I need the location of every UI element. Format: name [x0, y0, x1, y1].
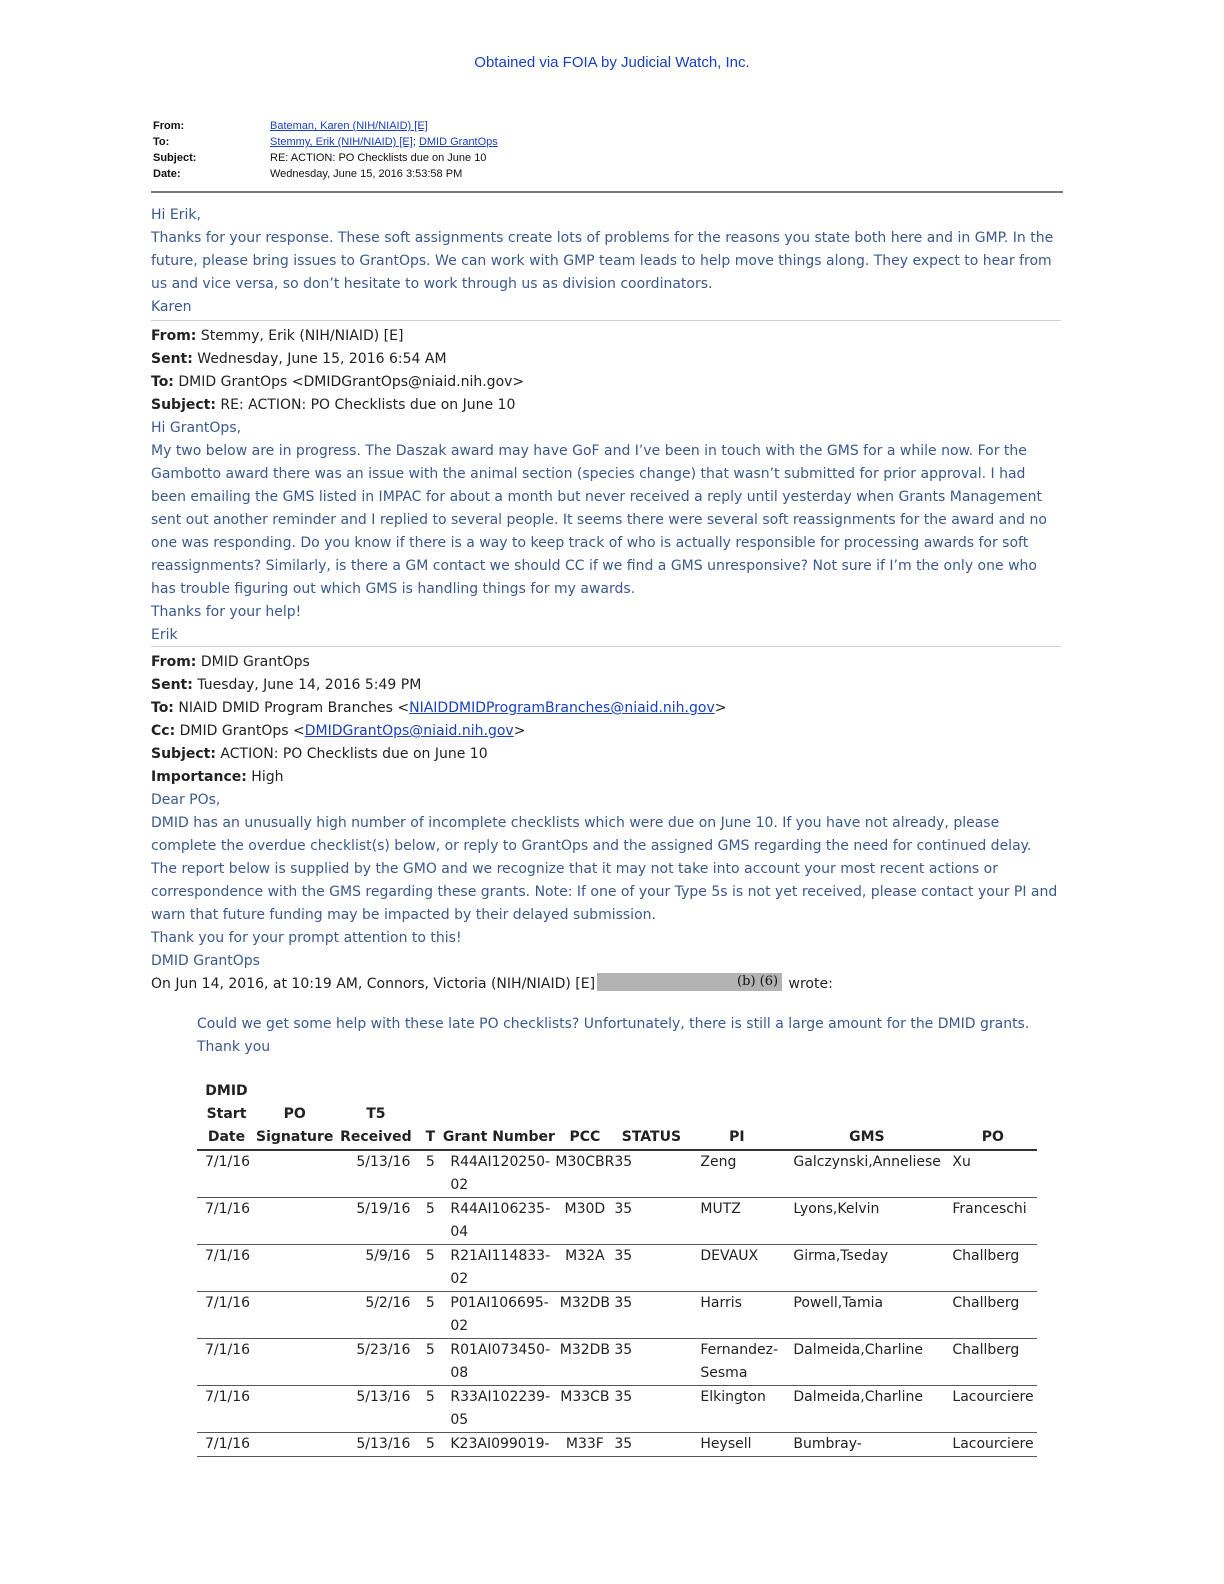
message-divider: [151, 646, 1061, 647]
col-header-pi: PI: [729, 1129, 745, 1145]
cell-pcc: M33F: [565, 1436, 604, 1452]
table-row: [197, 1339, 1037, 1386]
cell-posig: [256, 1292, 333, 1339]
cell-t5: 5/9/16: [365, 1248, 411, 1264]
cell-pi: DEVAUX: [700, 1248, 759, 1264]
cell-pi: Harris: [700, 1295, 742, 1311]
quoted-message: [197, 1013, 1047, 1059]
cell-pcc: M32A: [565, 1248, 605, 1264]
grantops-to: [151, 697, 1063, 720]
sent-value: Wednesday, June 15, 2016 6:54 AM: [192, 351, 447, 367]
grantops-thanks: Thank you for your prompt attention to this!: [151, 930, 462, 946]
cell-pi: Elkington: [700, 1389, 766, 1405]
reply-body: Thanks for your response. These soft assignments create lots of problems for the reasons you state both here and in GMP. In the future, please bring issues to GrantOps. We can work with GMP team leads to help move things along. They expect to hear from us and vice versa, so don’t hesitate to work through us as division coordinators.: [151, 230, 1054, 292]
subject-label: Subject:: [151, 397, 216, 413]
table-header-row: [197, 1080, 1037, 1150]
cell-po: Challberg: [952, 1342, 1020, 1358]
cell-gms: Galczynski,Anneliese: [793, 1154, 941, 1170]
wrote-text: wrote:: [784, 976, 833, 992]
header-to-label: To:: [153, 136, 170, 148]
cell-status: 35: [614, 1342, 633, 1358]
cell-start: 7/1/16: [205, 1154, 251, 1170]
cell-grant: R01AI073450-08: [450, 1342, 551, 1381]
header-date-row: [153, 166, 498, 182]
cell-start: 7/1/16: [205, 1248, 251, 1264]
header-date-label: Date:: [153, 168, 181, 180]
grantops-subject: [151, 743, 1063, 766]
cell-pi: Zeng: [700, 1154, 737, 1170]
cell-gms: Dalmeida,Charline: [793, 1342, 923, 1358]
col-header-status: STATUS: [621, 1129, 682, 1145]
stemmy-greeting: Hi GrantOps,: [151, 420, 242, 436]
from-label: From:: [151, 654, 197, 670]
email-stemmy: [151, 325, 1063, 647]
email-grantops: [151, 651, 1063, 996]
to-label: To:: [151, 700, 174, 716]
grantops-para2: The report below is supplied by the GMO and we recognize that it may not take into account your most recent actions or correspondence with the GMS regarding these grants. Note: If one of your Type 5s is not yet received, please contact your PI and warn that future funding may be impacted by their delayed submission.: [151, 861, 1058, 923]
cell-t: 5: [425, 1342, 435, 1358]
cell-po: Xu: [952, 1154, 971, 1170]
cell-status: 35: [614, 1389, 633, 1405]
from-value: Stemmy, Erik (NIH/NIAID) [E]: [196, 328, 404, 344]
cell-po: Challberg: [952, 1248, 1020, 1264]
cell-grant: R44AI106235-04: [450, 1201, 551, 1240]
quote-text: Could we get some help with these late PO checklists? Unfortunately, there is still a large amount for the DMID grants.: [197, 1016, 1030, 1032]
grantops-cc: [151, 720, 1063, 743]
cell-pcc: M30D: [564, 1201, 606, 1217]
table-row: [197, 1386, 1037, 1433]
importance-label: Importance:: [151, 769, 247, 785]
cell-t5: 5/13/16: [356, 1389, 411, 1405]
header-to-separator: ;: [412, 136, 419, 148]
subject-label: Subject:: [151, 746, 216, 762]
cell-po: Lacourciere: [952, 1389, 1034, 1405]
stemmy-subject: [151, 394, 1063, 417]
grantops-greeting: Dear POs,: [151, 792, 221, 808]
subject-value: ACTION: PO Checklists due on June 10: [215, 746, 488, 762]
header-subject-label: Subject:: [153, 152, 197, 164]
cell-posig: [256, 1198, 333, 1245]
header-to-link-2[interactable]: DMID GrantOps: [418, 136, 498, 148]
cc-value-end: >: [513, 723, 526, 739]
cell-t5: 5/19/16: [356, 1201, 411, 1217]
cell-t: 5: [425, 1201, 435, 1217]
grantops-sent: [151, 674, 1063, 697]
cell-posig: [256, 1245, 333, 1292]
cell-pcc: M32DB: [559, 1295, 611, 1311]
header-subject-row: [153, 150, 498, 166]
cell-status: 35: [614, 1154, 633, 1170]
grantops-importance: [151, 766, 1063, 789]
col-header-gms: GMS: [849, 1129, 885, 1145]
to-value-end: >: [714, 700, 727, 716]
cell-gms: Bumbray-: [793, 1436, 862, 1452]
grantops-from: [151, 651, 1063, 674]
stemmy-body: My two below are in progress. The Daszak award may have GoF and I’ve been in touch with the GMS for a while now. For the Gambotto award there was an issue with the animal section (species change) that wasn’t submitted for prior approval. I had been emailing the GMS listed in IMPAC for about a month but never received a reply until yesterday when Grants Management sent out another reminder and I replied to several people. It seems there were several soft reassignments for the award and no one was responding. Do you know if there is a way to keep track of who is actually responsible for processing awards for soft reassignments? Similarly, is there a GM contact we should CC if we find a GMS unresponsive? Not sure if I’m the only one who has trouble figuring out which GMS is handling things for my awards.: [151, 443, 1047, 597]
col-header-po-signature: PO Signature: [256, 1106, 334, 1145]
grantops-signoff: DMID GrantOps: [151, 953, 260, 969]
cell-t: 5: [425, 1154, 435, 1170]
to-email-link[interactable]: NIAIDDMIDProgramBranches@niaid.nih.gov: [409, 700, 715, 716]
sent-value: Tuesday, June 14, 2016 5:49 PM: [192, 677, 422, 693]
cell-gms: Dalmeida,Charline: [793, 1389, 923, 1405]
cell-pcc: M30CBR: [555, 1154, 615, 1170]
grants-table: [197, 1080, 1037, 1457]
cell-posig: [256, 1433, 333, 1457]
header-subject-value: RE: ACTION: PO Checklists due on June 10: [270, 152, 487, 164]
col-header-po: PO: [981, 1129, 1004, 1145]
col-header-start-date: DMID Start Date: [205, 1083, 248, 1145]
cell-pcc: M32DB: [559, 1342, 611, 1358]
col-header-pcc: PCC: [569, 1129, 601, 1145]
cell-grant: R21AI114833-02: [450, 1248, 551, 1287]
header-to-link-1[interactable]: Stemmy, Erik (NIH/NIAID) [E]: [270, 136, 413, 148]
grantops-para1: DMID has an unusually high number of incomplete checklists which were due on June 10. If you have not already, please complete the overdue checklist(s) below, or reply to GrantOps and the assigned GMS regarding the need for continued delay.: [151, 815, 1032, 854]
header-from-row: [153, 118, 498, 134]
foia-watermark: Obtained via FOIA by Judicial Watch, Inc.: [474, 54, 750, 71]
redaction-code: (b) (6): [737, 974, 779, 989]
sent-label: Sent:: [151, 677, 193, 693]
header-from-label: From:: [153, 120, 185, 132]
cell-posig: [256, 1386, 333, 1433]
cell-start: 7/1/16: [205, 1342, 251, 1358]
cell-t5: 5/13/16: [356, 1154, 411, 1170]
cell-start: 7/1/16: [205, 1389, 251, 1405]
cell-t: 5: [425, 1389, 435, 1405]
table-row: [197, 1198, 1037, 1245]
header-divider: [151, 191, 1063, 193]
cell-t: 5: [425, 1436, 435, 1452]
table-row: [197, 1433, 1037, 1457]
table-row: [197, 1292, 1037, 1339]
cell-posig: [256, 1150, 333, 1198]
redaction-box: [597, 973, 782, 991]
col-header-grant-number: Grant Number: [442, 1129, 555, 1145]
cc-label: Cc:: [151, 723, 176, 739]
header-from-link[interactable]: Bateman, Karen (NIH/NIAID) [E]: [270, 120, 428, 132]
from-value: DMID GrantOps: [196, 654, 310, 670]
cell-status: 35: [614, 1436, 633, 1452]
cell-t: 5: [425, 1248, 435, 1264]
header-date-value: Wednesday, June 15, 2016 3:53:58 PM: [270, 168, 463, 180]
cell-pi: MUTZ: [700, 1201, 741, 1217]
reply-karen: [151, 204, 1063, 319]
cell-po: Lacourciere: [952, 1436, 1034, 1452]
stemmy-thanks: Thanks for your help!: [151, 604, 302, 620]
cell-gms: Girma,Tseday: [793, 1248, 889, 1264]
cc-value: DMID GrantOps <: [175, 723, 305, 739]
stemmy-to: [151, 371, 1063, 394]
cell-po: Franceschi: [952, 1201, 1027, 1217]
cell-start: 7/1/16: [205, 1201, 251, 1217]
subject-value: RE: ACTION: PO Checklists due on June 10: [215, 397, 516, 413]
stemmy-signoff: Erik: [151, 627, 178, 643]
table-row: [197, 1150, 1037, 1198]
cc-email-link[interactable]: DMIDGrantOps@niaid.nih.gov: [304, 723, 514, 739]
reply-greeting: Hi Erik,: [151, 207, 201, 223]
cell-t: 5: [425, 1295, 435, 1311]
col-header-t5-received: T5 Received: [340, 1106, 412, 1145]
to-label: To:: [151, 374, 174, 390]
importance-value: High: [246, 769, 284, 785]
cell-grant: P01AI106695-02: [450, 1295, 549, 1334]
cell-status: 35: [614, 1295, 633, 1311]
stemmy-sent: [151, 348, 1063, 371]
cell-pi: Fernandez-Sesma: [700, 1342, 779, 1381]
from-label: From:: [151, 328, 197, 344]
cell-status: 35: [614, 1248, 633, 1264]
cell-status: 35: [614, 1201, 633, 1217]
cell-t5: 5/2/16: [365, 1295, 411, 1311]
cell-grant: K23AI099019-: [450, 1436, 550, 1452]
cell-grant: R44AI120250-02: [450, 1154, 551, 1193]
cell-t5: 5/23/16: [356, 1342, 411, 1358]
email-header: [153, 118, 498, 182]
cell-start: 7/1/16: [205, 1436, 251, 1452]
sent-label: Sent:: [151, 351, 193, 367]
cell-posig: [256, 1339, 333, 1386]
to-value: DMID GrantOps <DMIDGrantOps@niaid.nih.gov>: [173, 374, 525, 390]
stemmy-from: [151, 325, 1063, 348]
cell-gms: Powell,Tamia: [793, 1295, 884, 1311]
col-header-t: T: [425, 1129, 436, 1145]
header-to-row: [153, 134, 498, 150]
cell-start: 7/1/16: [205, 1295, 251, 1311]
reply-signoff: Karen: [151, 299, 192, 315]
on-wrote-text: On Jun 14, 2016, at 10:19 AM, Connors, Victoria (NIH/NIAID) [E]: [151, 976, 596, 992]
table-row: [197, 1245, 1037, 1292]
cell-gms: Lyons,Kelvin: [793, 1201, 880, 1217]
to-value: NIAID DMID Program Branches <: [173, 700, 410, 716]
cell-grant: R33AI102239-05: [450, 1389, 551, 1428]
cell-t5: 5/13/16: [356, 1436, 411, 1452]
cell-pcc: M33CB: [560, 1389, 610, 1405]
quote-signoff: Thank you: [197, 1039, 271, 1055]
on-wrote-line: [151, 973, 1063, 996]
message-divider: [151, 320, 1061, 321]
cell-pi: Heysell: [700, 1436, 752, 1452]
cell-po: Challberg: [952, 1295, 1020, 1311]
